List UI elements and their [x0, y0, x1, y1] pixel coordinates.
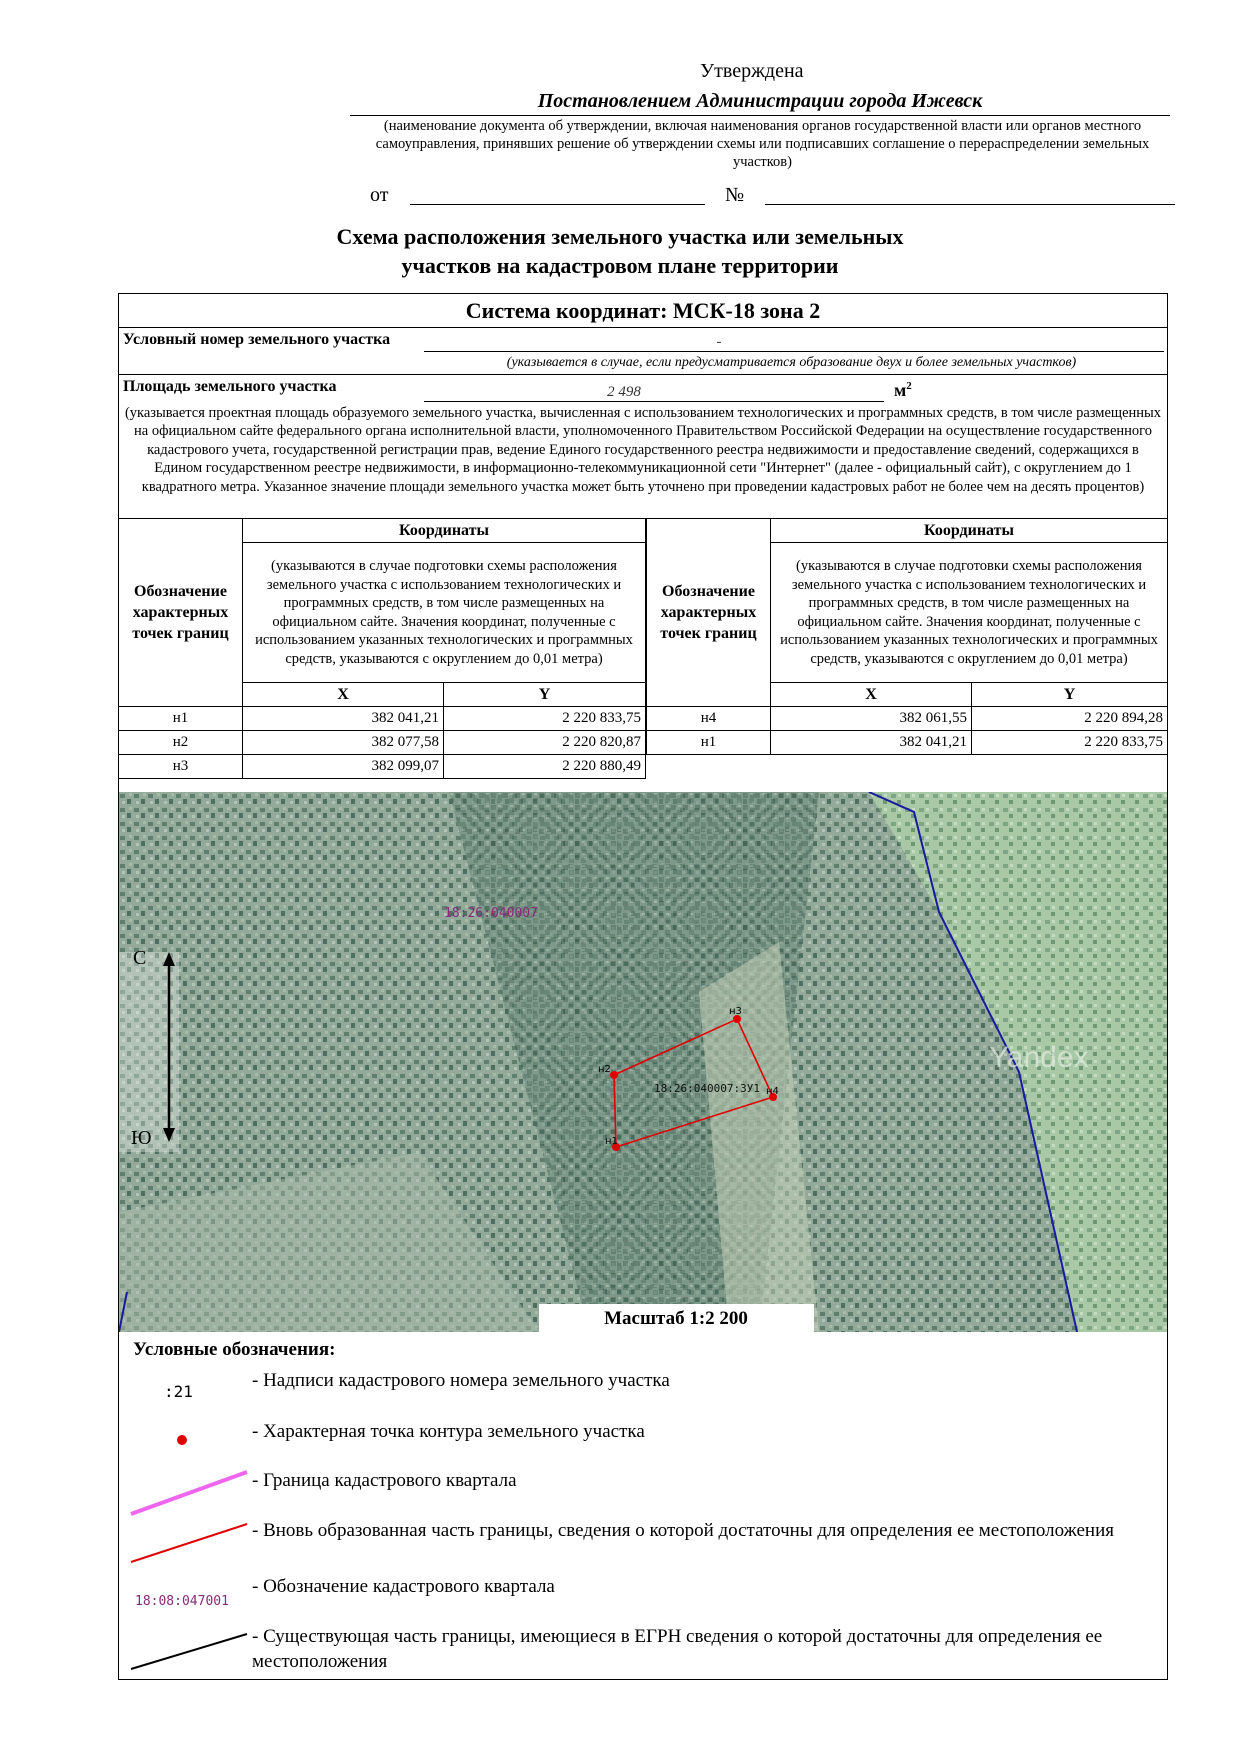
parcel-number-value: -	[716, 334, 722, 350]
point-cell: н1	[119, 707, 243, 731]
approved-by: Постановлением Администрации города Ижевск	[350, 90, 1170, 116]
legend-title: Условные обозначения:	[133, 1339, 336, 1360]
title-line-2: участков на кадастровом плане территории	[401, 253, 839, 278]
y-header: Y	[444, 683, 646, 707]
approved-note: (наименование документа об утверждении, включая наименования органов государственной власти или органов местного самоуправления, принявших решение об утверждении схемы или подписавших соглашение о перераспределении земельных участков)	[375, 118, 1150, 170]
legend-item: - Надписи кадастрового номера земельного участка	[252, 1370, 670, 1391]
legend-existing-boundary-icon	[129, 1624, 249, 1674]
legend-item: - Характерная точка контура земельного участка	[252, 1421, 645, 1442]
point-header: Обозначение характерных точек границ	[647, 519, 771, 707]
y-cell: 2 220 820,87	[444, 731, 646, 755]
parcel-number-label: Условный номер земельного участка	[123, 331, 391, 348]
point-cell: н1	[647, 731, 771, 755]
x-cell: 382 099,07	[243, 755, 444, 779]
parcel-label: 18:26:040007:ЗУ1	[654, 1082, 760, 1095]
y-cell: 2 220 833,75	[972, 731, 1168, 755]
map-watermark: Yandex	[989, 1041, 1089, 1074]
x-cell: 382 041,21	[243, 707, 444, 731]
legend-sample-label: :21	[164, 1382, 193, 1401]
north-label: С	[133, 947, 147, 969]
y-cell: 2 220 880,49	[444, 755, 646, 779]
point-label: н2	[598, 1064, 611, 1075]
legend-item: - Существующая часть границы, имеющиеся в ЕГРН сведения о которой достаточны для определения ее местоположения	[252, 1626, 1103, 1672]
coords-header: Координаты	[771, 519, 1168, 543]
south-label: Ю	[131, 1127, 152, 1149]
y-header: Y	[972, 683, 1168, 707]
number-line	[765, 204, 1175, 205]
point-cell: н4	[647, 707, 771, 731]
divider	[119, 327, 1167, 328]
coords-note: (указываются в случае подготовки схемы расположения земельного участка с использованием технологических и программных средств, в том числе размещенных на официальном сайте. Значения координат, полученные с использованием указанных технологических и программных средств, указываются с округлением до 0,01 метра)	[243, 543, 646, 683]
coords-table-left	[118, 518, 646, 779]
parcel-number-line	[424, 351, 1164, 352]
legend-point-icon	[174, 1432, 190, 1448]
page-title	[120, 222, 1120, 280]
point-cell: н3	[119, 755, 243, 779]
legend-item: - Вновь образованная часть границы, сведения о которой достаточны для определения ее местоположения	[252, 1520, 1115, 1541]
x-header: X	[243, 683, 444, 707]
legend-quarter-line-icon	[129, 1469, 249, 1519]
from-label: от	[370, 184, 389, 206]
scheme-frame	[118, 293, 1168, 1680]
x-cell: 382 077,58	[243, 731, 444, 755]
coords-note: (указываются в случае подготовки схемы расположения земельного участка с использованием технологических и программных средств, в том числе размещенных на официальном сайте. Значения координат, полученные с использованием указанных технологических и программных средств, указываются с округлением до 0,01 метра)	[771, 543, 1168, 683]
parcel-number-note: (указывается в случае, если предусматривается образование двух и более земельных участков)	[506, 355, 1077, 370]
coords-table-right	[646, 518, 1168, 755]
date-line	[410, 204, 705, 205]
area-line	[424, 401, 884, 402]
map-svg	[119, 792, 1167, 1332]
map-scale: Масштаб 1:2 200	[604, 1308, 748, 1329]
x-cell: 382 061,55	[771, 707, 972, 731]
area-unit: $м^2$	[894, 380, 912, 400]
x-cell: 382 041,21	[771, 731, 972, 755]
divider	[119, 374, 1167, 375]
title-line-1: Схема расположения земельного участка или земельных	[336, 224, 904, 249]
quarter-label: 18:26:040007	[444, 906, 538, 921]
legend-item: - Граница кадастрового квартала	[252, 1470, 517, 1491]
approved-title: Утверждена	[700, 60, 804, 82]
y-cell: 2 220 894,28	[972, 707, 1168, 731]
parcel-point[interactable]	[610, 1071, 618, 1079]
area-value: 2 498	[607, 384, 641, 400]
number-label: №	[725, 184, 745, 206]
legend-item: - Обозначение кадастрового квартала	[252, 1576, 555, 1597]
point-header: Обозначение характерных точек границ	[119, 519, 243, 707]
point-label: н4	[766, 1086, 779, 1097]
y-cell: 2 220 833,75	[444, 707, 646, 731]
point-cell: н2	[119, 731, 243, 755]
coordinate-system: Система координат: МСК-18 зона 2	[465, 298, 821, 323]
point-label: н1	[605, 1136, 618, 1147]
cadastral-map[interactable]	[119, 792, 1167, 1332]
x-header: X	[771, 683, 972, 707]
area-label: Площадь земельного участка	[123, 378, 337, 395]
coords-header: Координаты	[243, 519, 646, 543]
point-label: н3	[729, 1006, 742, 1017]
area-note: (указывается проектная площадь образуемого земельного участка, вычисленная с использованием технологических и программных средств, в том числе размещенных на официальном сайте федерального органа исполнительной власти, уполномоченного Правительством Российской Федерации на осуществление государственного кадастрового учета, государственной регистрации прав, ведение Единого государственного реестра недвижимости и предоставление сведений, содержащихся в Едином государственном реестре недвижимости, в информационно-телекоммуникационной сети "Интернет" (далее - официальный сайт), с округлением до 1 квадратного метра. Указанное значение площади земельного участка может быть уточнено при проведении кадастровых работ не более чем на десять процентов)	[124, 405, 1162, 495]
legend-new-boundary-icon	[129, 1517, 249, 1567]
legend-sample-quarter: 18:08:047001	[135, 1594, 229, 1609]
